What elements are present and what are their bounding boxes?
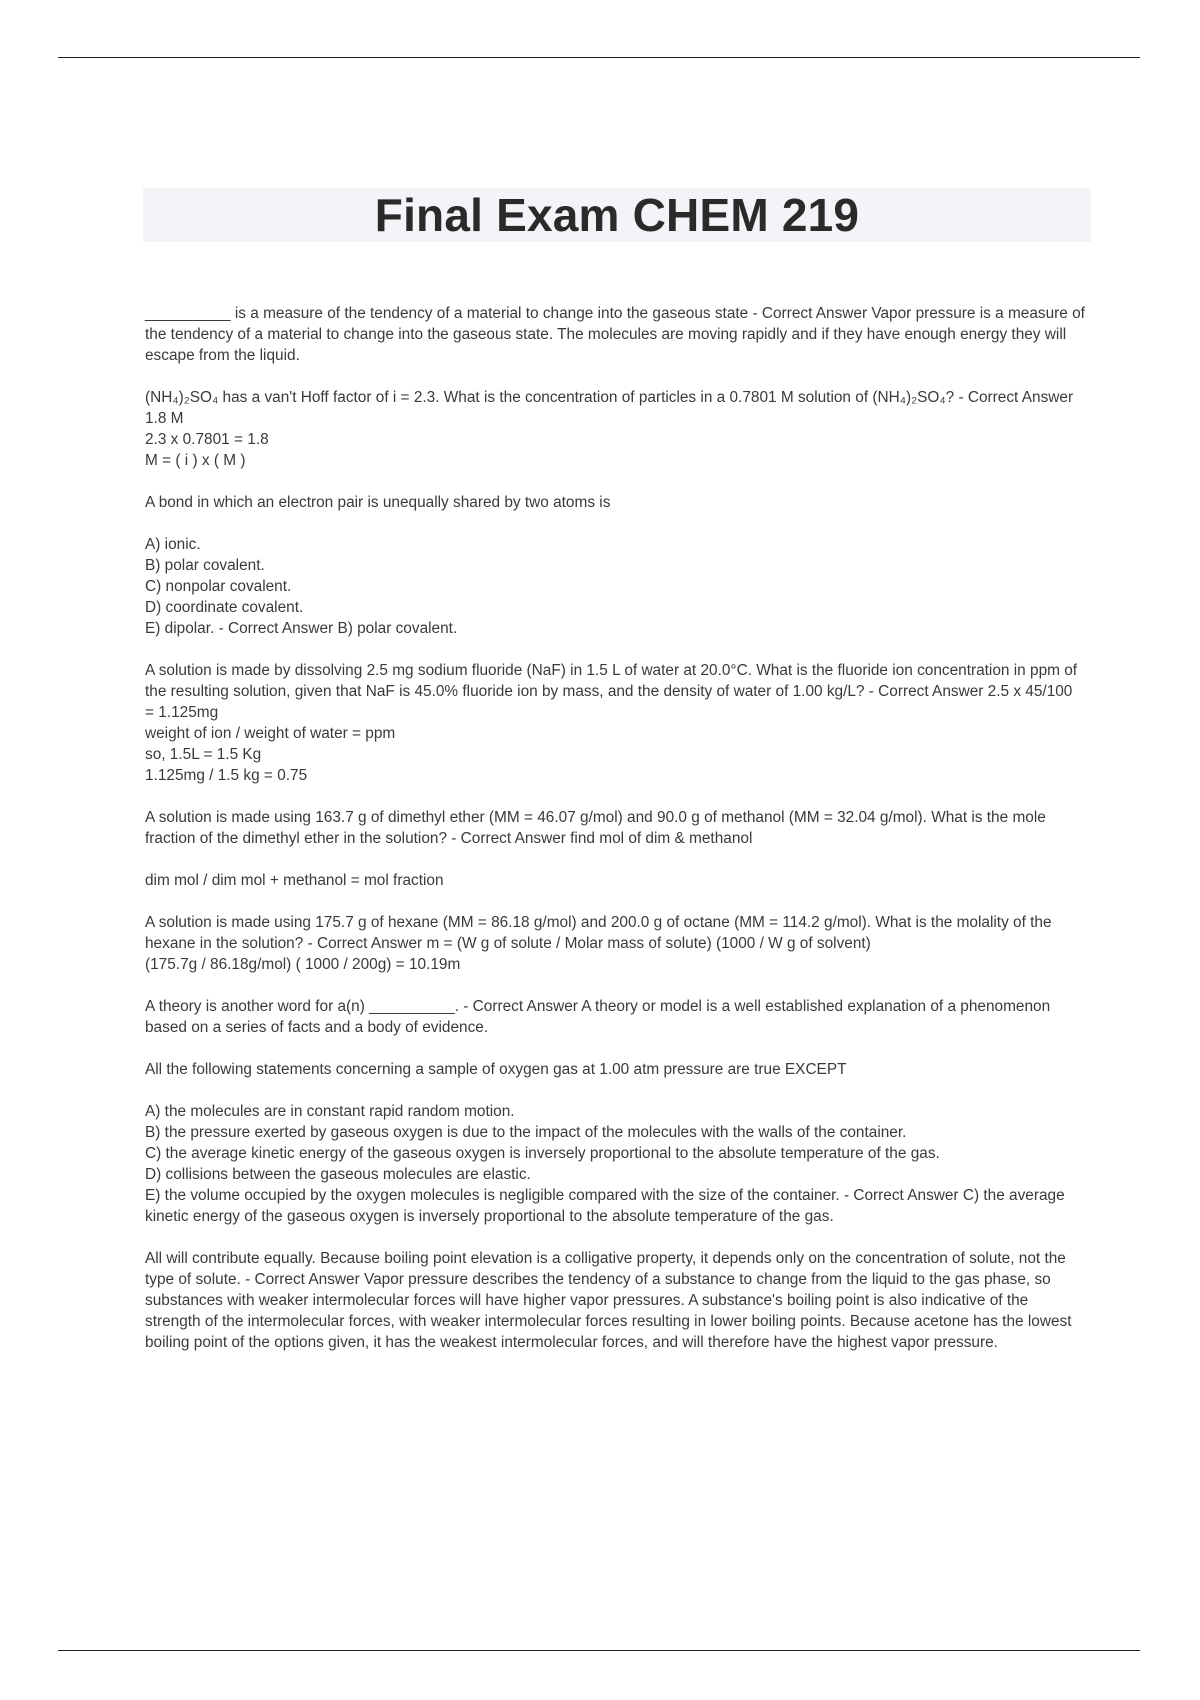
qa-block bbox=[145, 912, 1085, 975]
bottom-rule bbox=[58, 1650, 1140, 1651]
top-rule bbox=[58, 57, 1140, 58]
text-line: E) the volume occupied by the oxygen molecules is negligible compared with the size of the container. - Correct Answer C) the average kinetic energy of the gaseous oxygen is inversely proportional to the absolute temperature of the gas. bbox=[145, 1187, 1069, 1225]
text-line: All will contribute equally. Because boiling point elevation is a colligative property, it depends only on the concentration of solute, not the type of solute. - Correct Answer Vapor pressure describes the tendency of a substance to change from the liquid to the gas phase, so substances with weaker intermolecular forces will have higher vapor pressures. A substance's boiling point is also indicative of the strength of the intermolecular forces, with weaker intermolecular forces resulting in lower boiling points. Because acetone has the lowest boiling point of the options given, it has the weakest intermolecular forces, and will therefore have the highest vapor pressure. bbox=[145, 1250, 1076, 1351]
qa-block bbox=[145, 1059, 1085, 1080]
text-line: (175.7g / 86.18g/mol) ( 1000 / 200g) = 10.19m bbox=[145, 956, 461, 973]
qa-block bbox=[145, 303, 1090, 366]
page-title: Final Exam CHEM 219 bbox=[374, 189, 860, 241]
text-line: E) dipolar. - Correct Answer B) polar covalent. bbox=[145, 620, 458, 637]
text-line: dim mol / dim mol + methanol = mol fraction bbox=[145, 872, 444, 889]
text-line: so, 1.5L = 1.5 Kg bbox=[145, 746, 262, 763]
text-line: B) the pressure exerted by gaseous oxygen is due to the impact of the molecules with the walls of the container. bbox=[145, 1124, 907, 1141]
text-line: A solution is made using 163.7 g of dimethyl ether (MM = 46.07 g/mol) and 90.0 g of methanol (MM = 32.04 g/mol). What is the mole fraction of the dimethyl ether in the solution? - Correct Answer find mol of dim & methanol bbox=[145, 809, 1051, 847]
document-body bbox=[145, 303, 1090, 1374]
qa-block bbox=[145, 807, 1085, 849]
qa-block bbox=[145, 870, 1085, 891]
text-line: A theory is another word for a(n) __________. - Correct Answer A theory or model is a well established explanation of a phenomenon based on a series of facts and a body of evidence. bbox=[145, 998, 1055, 1036]
qa-block bbox=[145, 387, 1085, 471]
title-band bbox=[143, 188, 1091, 242]
qa-block bbox=[145, 660, 1085, 786]
qa-block bbox=[145, 534, 1085, 639]
text-line: M = ( i ) x ( M ) bbox=[145, 452, 246, 469]
text-line: C) the average kinetic energy of the gaseous oxygen is inversely proportional to the absolute temperature of the gas. bbox=[145, 1145, 940, 1162]
text-line: A solution is made using 175.7 g of hexane (MM = 86.18 g/mol) and 200.0 g of octane (MM = 114.2 g/mol). What is the molality of the hexane in the solution? - Correct Answer m = (W g of solute / Molar mass of solute) (1000 / W g of solvent) bbox=[145, 914, 1056, 952]
text-line: All the following statements concerning a sample of oxygen gas at 1.00 atm pressure are true EXCEPT bbox=[145, 1061, 847, 1078]
text-line: __________ is a measure of the tendency of a material to change into the gaseous state - Correct Answer Vapor pressure is a measure of the tendency of a material to change into the gaseous state. The molecules are moving rapidly and if they have enough energy they will escape from the liquid. bbox=[145, 305, 1090, 364]
text-line: weight of ion / weight of water = ppm bbox=[145, 725, 396, 742]
text-line: 1.125mg / 1.5 kg = 0.75 bbox=[145, 767, 308, 784]
qa-block bbox=[145, 492, 1085, 513]
qa-block bbox=[145, 996, 1085, 1038]
text-line: A) the molecules are in constant rapid random motion. bbox=[145, 1103, 515, 1120]
text-line: (NH₄)₂SO₄ has a van't Hoff factor of i = 2.3. What is the concentration of particles in a 0.7801 M solution of (NH₄)₂SO₄? - Correct Answer 1.8 M bbox=[145, 389, 1078, 427]
qa-block bbox=[145, 1101, 1085, 1227]
text-line: C) nonpolar covalent. bbox=[145, 578, 292, 595]
text-line: A) ionic. bbox=[145, 536, 201, 553]
text-line: D) collisions between the gaseous molecules are elastic. bbox=[145, 1166, 531, 1183]
qa-block bbox=[145, 1248, 1085, 1353]
text-line: A solution is made by dissolving 2.5 mg sodium fluoride (NaF) in 1.5 L of water at 20.0°C. What is the fluoride ion concentration in ppm of the resulting solution, given that NaF is 45.0% fluoride ion by mass, and the density of water of 1.00 kg/L? - Correct Answer 2.5 x 45/100 = 1.125mg bbox=[145, 662, 1082, 721]
text-line: B) polar covalent. bbox=[145, 557, 265, 574]
text-line: A bond in which an electron pair is unequally shared by two atoms is bbox=[145, 494, 611, 511]
text-line: 2.3 x 0.7801 = 1.8 bbox=[145, 431, 269, 448]
text-line: D) coordinate covalent. bbox=[145, 599, 304, 616]
